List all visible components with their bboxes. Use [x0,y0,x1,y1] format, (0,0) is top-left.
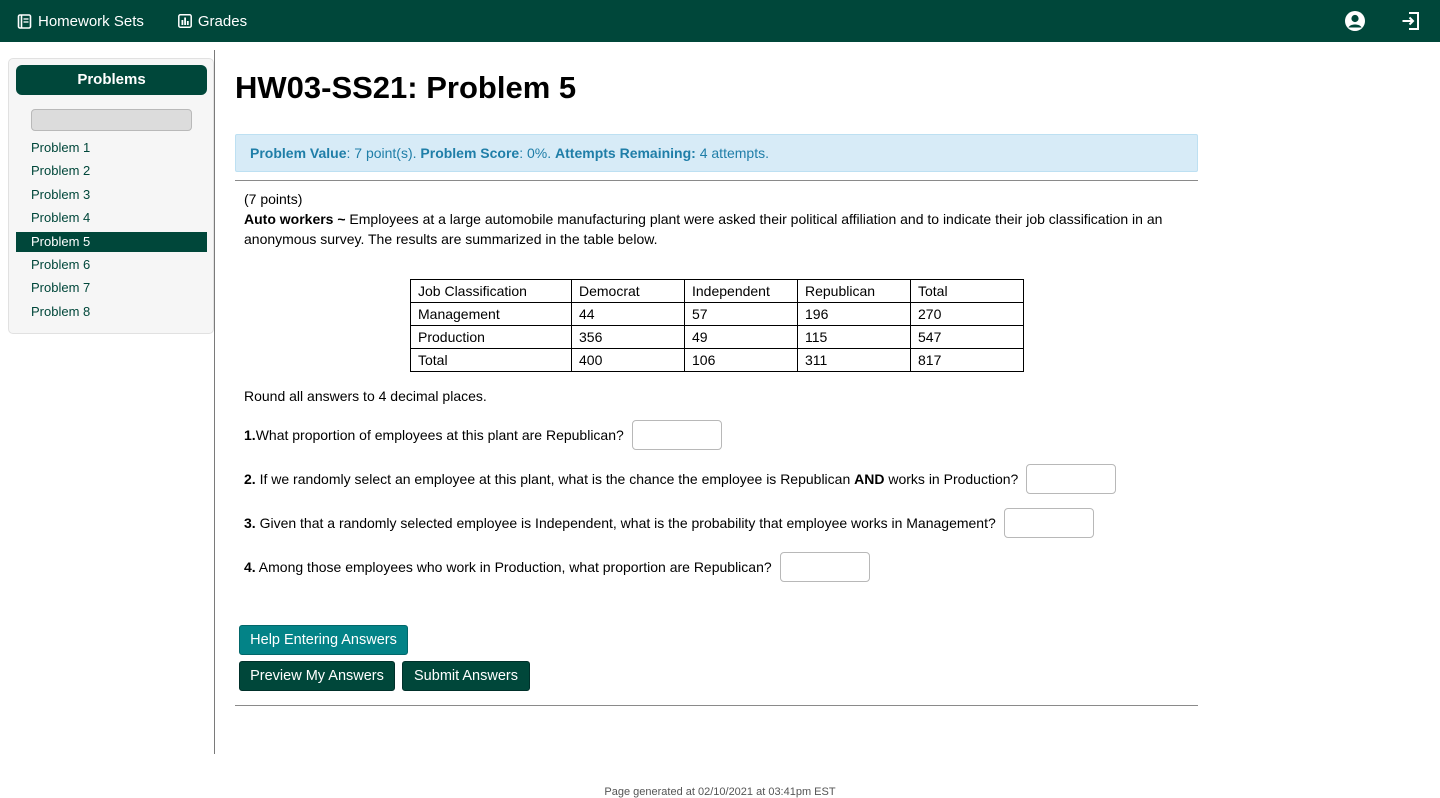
problem-intro [244,209,1189,249]
sidebar-item-problem-4[interactable]: Problem 4 [31,210,91,226]
answer-1-input[interactable] [632,420,722,450]
top-right-actions [1310,0,1422,42]
table-row [411,326,1024,349]
question-2-text-before: If we randomly select an employee at this plant, what is the chance the employee is Republican [255,471,855,487]
data-table [410,279,1024,372]
table-header-cell: Total [911,280,1024,303]
sidebar-item-problem-7[interactable]: Problem 7 [31,280,91,296]
sign-out-button[interactable] [1400,10,1422,32]
table-cell: 270 [911,303,1024,326]
table-cell: 400 [572,349,685,372]
table-cell: 356 [572,326,685,349]
book-icon [17,14,32,29]
sidebar-header: Problems [16,65,207,95]
question-1-number: 1. [244,427,256,443]
bottom-divider [235,705,1198,706]
problem-score-text: : 0%. [519,145,556,161]
answer-4-input[interactable] [780,552,870,582]
top-divider [235,180,1198,181]
table-cell: 44 [572,303,685,326]
sidebar-item-problem-3[interactable]: Problem 3 [31,186,91,202]
answer-3-input[interactable] [1004,508,1094,538]
question-2-number: 2. [244,471,256,487]
table-cell: 196 [798,303,911,326]
help-entering-answers-button[interactable]: Help Entering Answers [239,625,408,655]
answer-2-input[interactable] [1026,464,1116,494]
table-cell: Production [411,326,572,349]
sidebar-item-problem-6[interactable]: Problem 6 [31,256,91,272]
table-cell: 817 [911,349,1024,372]
user-circle-icon [1344,10,1366,32]
problem-intro-bold: Auto workers ~ [244,211,346,227]
user-menu-button[interactable] [1344,10,1366,32]
question-4-number: 4. [244,559,256,575]
question-1 [244,420,722,450]
top-nav [17,0,281,42]
problem-points: (7 points) [244,191,303,207]
table-header-cell: Job Classification [411,280,572,303]
table-cell: Management [411,303,572,326]
table-row [411,303,1024,326]
question-2-bold: AND [854,471,885,487]
table-cell: 115 [798,326,911,349]
sidebar-item-problem-8[interactable]: Problem 8 [31,303,91,319]
problem-list [16,138,207,325]
nav-grades[interactable] [178,13,247,30]
sidebar-item-problem-5[interactable]: Problem 5 [16,232,207,252]
preview-answers-button[interactable]: Preview My Answers [239,661,395,691]
question-4-text: Among those employees who work in Production, what proportion are Republican? [255,559,772,575]
page-title: HW03-SS21: Problem 5 [235,70,577,105]
nav-homework-sets[interactable] [17,13,144,30]
nav-grades-label: Grades [197,12,248,30]
problem-value-label: Problem Value [250,145,347,161]
sidebar-item-problem-2[interactable]: Problem 2 [31,163,91,179]
table-cell: 311 [798,349,911,372]
submit-answers-button[interactable]: Submit Answers [402,661,530,691]
sidebar-divider [214,50,215,754]
nav-homework-sets-label: Homework Sets [38,12,144,30]
table-header-cell: Republican [798,280,911,303]
problem-statement [244,189,1189,249]
attempts-remaining-text: 4 attempts. [695,145,769,161]
question-3 [244,508,1094,538]
problems-sidebar [8,58,214,334]
problem-intro-text: Employees at a large automobile manufacturing plant were asked their political affiliation and to indicate their job classification in an anonymous survey. The results are summarized in the table below. [244,211,1163,247]
table-cell: Total [411,349,572,372]
top-navbar [0,0,1440,42]
table-cell: 57 [685,303,798,326]
question-2 [244,464,1116,494]
question-3-text: Given that a randomly selected employee is Independent, what is the probability that employee works in Management? [255,515,996,531]
question-3-number: 3. [244,515,256,531]
sidebar-item-problem-1[interactable]: Problem 1 [31,140,91,155]
bar-chart-icon [178,14,192,28]
question-4 [244,552,870,582]
table-header-cell: Democrat [572,280,685,303]
problem-info-banner [235,134,1198,172]
rounding-instruction: Round all answers to 4 decimal places. [244,388,487,404]
table-cell: 49 [685,326,798,349]
table-header-cell: Independent [685,280,798,303]
sign-out-icon [1400,10,1422,32]
table-header-row [411,280,1024,303]
problem-value-text: : 7 point(s). [346,145,421,161]
problem-score-label: Problem Score [420,145,520,161]
page-footer: Page generated at 02/10/2021 at 03:41pm EST [604,786,836,798]
table-cell: 106 [685,349,798,372]
table-cell: 547 [911,326,1024,349]
question-1-text: What proportion of employees at this plant are Republican? [255,427,624,443]
question-2-text-after: works in Production? [884,471,1019,487]
table-row [411,349,1024,372]
attempts-remaining-label: Attempts Remaining: [555,145,696,161]
sidebar-search-input[interactable] [31,109,192,131]
